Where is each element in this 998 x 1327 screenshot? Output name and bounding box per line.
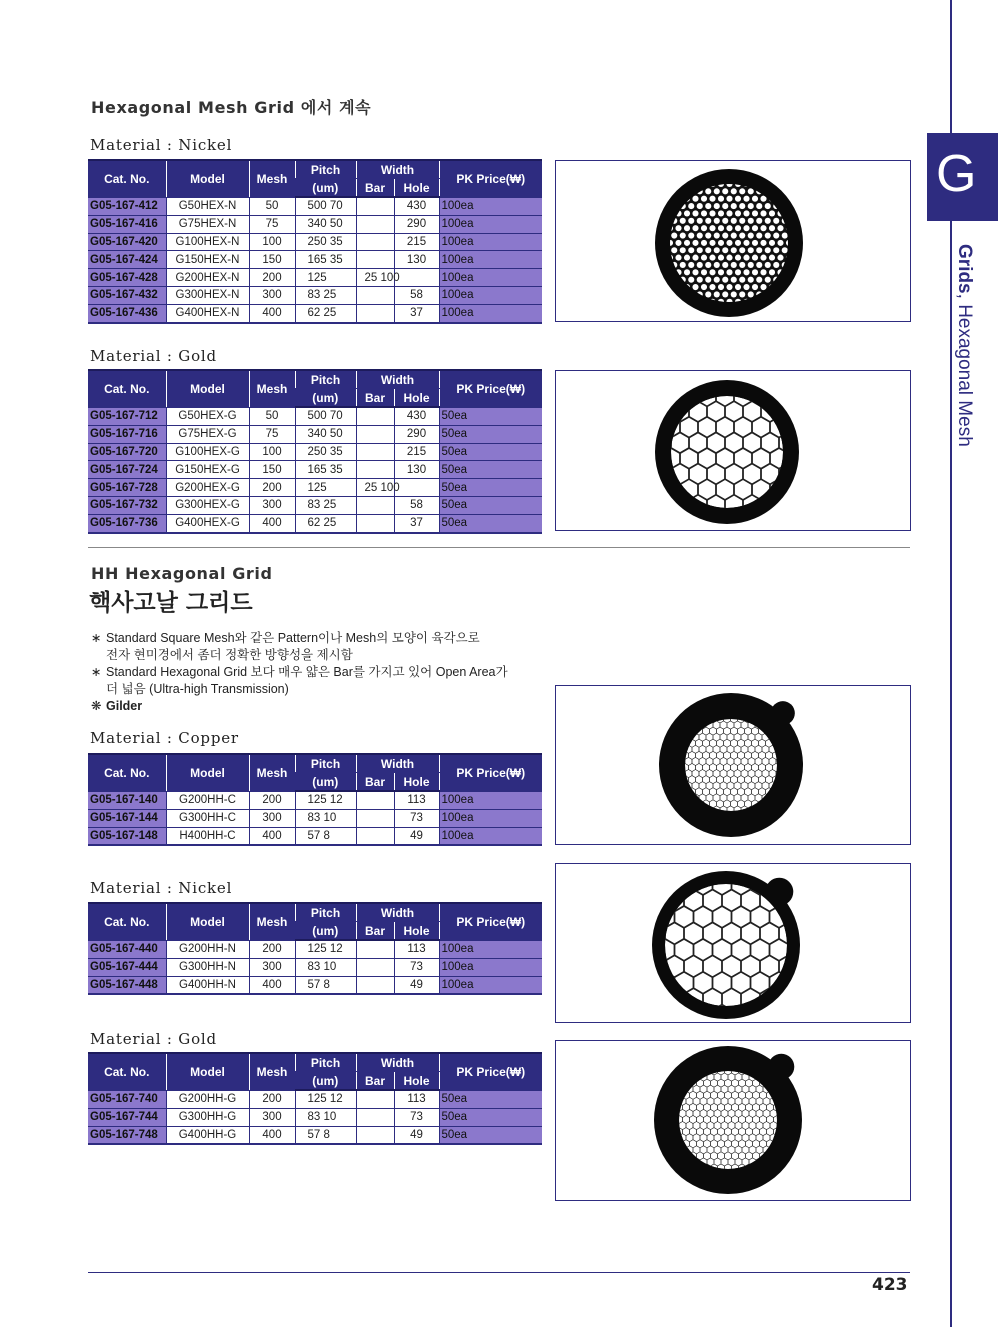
col-header-width: Width bbox=[356, 370, 439, 389]
cell-hole bbox=[394, 269, 439, 287]
cell-cat-no: G05-167-144 bbox=[88, 809, 166, 827]
cell-price: 100ea bbox=[439, 215, 542, 233]
bullet-mark: ❋ bbox=[91, 699, 102, 713]
cell-price: 50ea bbox=[439, 1090, 542, 1108]
cell-hole: 37 bbox=[394, 304, 439, 322]
table-row bbox=[88, 958, 542, 976]
material-label-nickel-2: Material : Nickel bbox=[90, 879, 233, 897]
cell-cat-no: G05-167-748 bbox=[88, 1126, 166, 1144]
cell-bar bbox=[356, 976, 394, 994]
bullet-mark: ∗ bbox=[91, 631, 102, 645]
col-header-bar: Bar bbox=[356, 179, 394, 198]
category-main: Grids bbox=[954, 244, 975, 294]
cell-mesh: 100 bbox=[249, 443, 295, 461]
page-number: 423 bbox=[872, 1275, 908, 1295]
col-header-cat-no: Cat. No. bbox=[88, 1053, 166, 1090]
cell-pitch: 165 35 bbox=[295, 461, 356, 479]
cell-model: H400HH-C bbox=[166, 827, 249, 845]
cell-mesh: 400 bbox=[249, 304, 295, 322]
cell-hole bbox=[394, 479, 439, 497]
cell-hole: 290 bbox=[394, 215, 439, 233]
table-row bbox=[88, 461, 542, 479]
cell-mesh: 200 bbox=[249, 791, 295, 809]
bullet-text: Standard Hexagonal Grid 보다 매우 얇은 Bar를 가지고 있어 Open Area가 bbox=[106, 665, 508, 679]
table-row bbox=[88, 827, 542, 845]
cell-price: 100ea bbox=[439, 976, 542, 994]
cell-price: 50ea bbox=[439, 443, 542, 461]
cell-bar: 25 100 bbox=[356, 479, 394, 497]
table-row bbox=[88, 1126, 542, 1144]
cell-bar bbox=[356, 407, 394, 425]
material-label-gold-1: Material : Gold bbox=[90, 347, 217, 365]
cell-hole: 49 bbox=[394, 976, 439, 994]
col-header-pitch-unit: (um) bbox=[295, 922, 356, 941]
cell-hole: 73 bbox=[394, 809, 439, 827]
grid-tab bbox=[765, 878, 793, 906]
section-divider bbox=[88, 547, 910, 548]
cell-bar bbox=[356, 496, 394, 514]
cell-pitch: 500 70 bbox=[295, 407, 356, 425]
cell-bar bbox=[356, 443, 394, 461]
cell-mesh: 150 bbox=[249, 251, 295, 269]
cell-hole: 37 bbox=[394, 514, 439, 532]
cell-pitch: 83 10 bbox=[295, 1108, 356, 1126]
cell-mesh: 400 bbox=[249, 976, 295, 994]
cell-bar bbox=[356, 791, 394, 809]
bullet-mark: ∗ bbox=[91, 665, 102, 679]
cell-hole: 58 bbox=[394, 286, 439, 304]
col-header-model: Model bbox=[166, 160, 249, 197]
cell-pitch: 83 25 bbox=[295, 496, 356, 514]
cell-hole: 58 bbox=[394, 496, 439, 514]
cell-model: G400HH-N bbox=[166, 976, 249, 994]
cell-pitch: 250 35 bbox=[295, 443, 356, 461]
col-header-pitch: Pitch bbox=[295, 160, 356, 179]
table-row bbox=[88, 304, 542, 322]
table-row bbox=[88, 286, 542, 304]
cell-cat-no: G05-167-148 bbox=[88, 827, 166, 845]
cell-model: G300HH-G bbox=[166, 1108, 249, 1126]
grid-image-hex-nickel bbox=[555, 160, 911, 322]
table-row bbox=[88, 940, 542, 958]
cell-bar bbox=[356, 233, 394, 251]
cell-model: G100HEX-G bbox=[166, 443, 249, 461]
hh-grid-copper bbox=[556, 686, 910, 844]
cell-pitch: 57 8 bbox=[295, 976, 356, 994]
col-header-width: Width bbox=[356, 1053, 439, 1072]
cell-cat-no: G05-167-736 bbox=[88, 514, 166, 532]
cell-price: 50ea bbox=[439, 496, 542, 514]
cell-pitch: 125 bbox=[295, 479, 356, 497]
cell-mesh: 200 bbox=[249, 1090, 295, 1108]
cell-mesh: 75 bbox=[249, 425, 295, 443]
material-label-nickel-1: Material : Nickel bbox=[90, 136, 233, 154]
cell-pitch: 500 70 bbox=[295, 197, 356, 215]
hex-grid-fine-nickel bbox=[556, 161, 910, 321]
table-row bbox=[88, 251, 542, 269]
cell-price: 50ea bbox=[439, 1108, 542, 1126]
grid-tab bbox=[771, 701, 795, 725]
cell-mesh: 75 bbox=[249, 215, 295, 233]
cell-cat-no: G05-167-716 bbox=[88, 425, 166, 443]
col-header-hole: Hole bbox=[394, 389, 439, 408]
product-table-hex-gold bbox=[88, 369, 542, 534]
cell-pitch: 57 8 bbox=[295, 1126, 356, 1144]
cell-model: G300HEX-G bbox=[166, 496, 249, 514]
cell-price: 100ea bbox=[439, 286, 542, 304]
cell-cat-no: G05-167-448 bbox=[88, 976, 166, 994]
cell-price: 100ea bbox=[439, 791, 542, 809]
cell-hole: 430 bbox=[394, 407, 439, 425]
col-header-cat-no: Cat. No. bbox=[88, 160, 166, 197]
product-table-hh-gold bbox=[88, 1052, 542, 1145]
cell-bar bbox=[356, 215, 394, 233]
cell-hole: 430 bbox=[394, 197, 439, 215]
cell-hole: 113 bbox=[394, 791, 439, 809]
cell-price: 100ea bbox=[439, 809, 542, 827]
cell-model: G100HEX-N bbox=[166, 233, 249, 251]
cell-pitch: 62 25 bbox=[295, 304, 356, 322]
table-row bbox=[88, 479, 542, 497]
col-header-bar: Bar bbox=[356, 1072, 394, 1091]
col-header-price: PK Price(₩) bbox=[439, 370, 542, 407]
cell-cat-no: G05-167-420 bbox=[88, 233, 166, 251]
col-header-cat-no: Cat. No. bbox=[88, 754, 166, 791]
table-row bbox=[88, 791, 542, 809]
cell-bar bbox=[356, 197, 394, 215]
bullet-text: 더 넓음 (Ultra-high Transmission) bbox=[106, 682, 289, 696]
cell-cat-no: G05-167-444 bbox=[88, 958, 166, 976]
cell-price: 50ea bbox=[439, 1126, 542, 1144]
col-header-bar: Bar bbox=[356, 389, 394, 408]
bullet-text: 전자 현미경에서 좀더 정확한 방향성을 제시함 bbox=[106, 648, 353, 662]
table-row bbox=[88, 407, 542, 425]
cell-hole: 49 bbox=[394, 1126, 439, 1144]
bullet-item bbox=[91, 664, 508, 681]
col-header-price: PK Price(₩) bbox=[439, 160, 542, 197]
col-header-width: Width bbox=[356, 160, 439, 179]
cell-mesh: 100 bbox=[249, 233, 295, 251]
col-header-model: Model bbox=[166, 370, 249, 407]
cell-hole: 215 bbox=[394, 443, 439, 461]
cell-mesh: 300 bbox=[249, 286, 295, 304]
cell-model: G50HEX-G bbox=[166, 407, 249, 425]
cell-cat-no: G05-167-140 bbox=[88, 791, 166, 809]
cell-bar bbox=[356, 940, 394, 958]
cell-mesh: 300 bbox=[249, 496, 295, 514]
cell-price: 100ea bbox=[439, 958, 542, 976]
cell-model: G150HEX-G bbox=[166, 461, 249, 479]
col-header-pitch-unit: (um) bbox=[295, 179, 356, 198]
cell-cat-no: G05-167-432 bbox=[88, 286, 166, 304]
cell-bar bbox=[356, 827, 394, 845]
hh-grid-gold bbox=[556, 1041, 910, 1200]
cell-mesh: 300 bbox=[249, 809, 295, 827]
cell-model: G200HH-G bbox=[166, 1090, 249, 1108]
table-row bbox=[88, 269, 542, 287]
cell-model: G75HEX-N bbox=[166, 215, 249, 233]
bullet-list bbox=[91, 630, 508, 715]
col-header-price: PK Price(₩) bbox=[439, 754, 542, 791]
col-header-pitch: Pitch bbox=[295, 370, 356, 389]
cell-price: 100ea bbox=[439, 197, 542, 215]
cell-bar bbox=[356, 958, 394, 976]
cell-price: 100ea bbox=[439, 233, 542, 251]
cell-model: G50HEX-N bbox=[166, 197, 249, 215]
cell-price: 50ea bbox=[439, 425, 542, 443]
cell-price: 50ea bbox=[439, 407, 542, 425]
cell-bar: 25 100 bbox=[356, 269, 394, 287]
grid-image-hh-copper bbox=[555, 685, 911, 845]
cell-pitch: 83 10 bbox=[295, 958, 356, 976]
category-comma: , bbox=[954, 293, 975, 299]
sidebar-category-label bbox=[953, 244, 975, 447]
col-header-bar: Bar bbox=[356, 922, 394, 941]
cell-price: 100ea bbox=[439, 940, 542, 958]
cell-cat-no: G05-167-744 bbox=[88, 1108, 166, 1126]
cell-model: G200HH-N bbox=[166, 940, 249, 958]
col-header-bar: Bar bbox=[356, 773, 394, 792]
cell-model: G200HEX-N bbox=[166, 269, 249, 287]
cell-model: G150HEX-N bbox=[166, 251, 249, 269]
grid-image-hex-gold bbox=[555, 370, 911, 531]
col-header-mesh: Mesh bbox=[249, 1053, 295, 1090]
cell-pitch: 62 25 bbox=[295, 514, 356, 532]
cell-mesh: 200 bbox=[249, 940, 295, 958]
col-header-model: Model bbox=[166, 903, 249, 940]
cell-mesh: 300 bbox=[249, 958, 295, 976]
grid-image-hh-gold bbox=[555, 1040, 911, 1201]
cell-mesh: 400 bbox=[249, 827, 295, 845]
col-header-mesh: Mesh bbox=[249, 903, 295, 940]
table-row bbox=[88, 1108, 542, 1126]
cell-bar bbox=[356, 304, 394, 322]
col-header-pitch: Pitch bbox=[295, 903, 356, 922]
cell-mesh: 400 bbox=[249, 1126, 295, 1144]
table-row bbox=[88, 443, 542, 461]
cell-hole: 130 bbox=[394, 461, 439, 479]
cell-cat-no: G05-167-424 bbox=[88, 251, 166, 269]
hh-grid-nickel bbox=[556, 864, 910, 1022]
bullet-text: Gilder bbox=[106, 699, 143, 713]
table-row bbox=[88, 215, 542, 233]
material-label-gold-2: Material : Gold bbox=[90, 1030, 217, 1048]
bullet-item bbox=[91, 698, 508, 715]
section1-title: Hexagonal Mesh Grid 에서 계속 bbox=[91, 98, 372, 117]
cell-cat-no: G05-167-740 bbox=[88, 1090, 166, 1108]
cell-mesh: 300 bbox=[249, 1108, 295, 1126]
cell-model: G400HEX-G bbox=[166, 514, 249, 532]
cell-pitch: 165 35 bbox=[295, 251, 356, 269]
cell-cat-no: G05-167-728 bbox=[88, 479, 166, 497]
cell-pitch: 125 12 bbox=[295, 791, 356, 809]
table-row bbox=[88, 496, 542, 514]
col-header-pitch: Pitch bbox=[295, 754, 356, 773]
cell-model: G400HH-G bbox=[166, 1126, 249, 1144]
cell-price: 50ea bbox=[439, 479, 542, 497]
cell-pitch: 125 bbox=[295, 269, 356, 287]
bullet-text: Standard Square Mesh와 같은 Pattern이나 Mesh의 모양이 육각으로 bbox=[106, 631, 480, 645]
col-header-pitch-unit: (um) bbox=[295, 1072, 356, 1091]
section2-title-ko: 핵사고날 그리드 bbox=[89, 590, 253, 616]
cell-bar bbox=[356, 425, 394, 443]
cell-mesh: 200 bbox=[249, 269, 295, 287]
table-row bbox=[88, 425, 542, 443]
col-header-model: Model bbox=[166, 1053, 249, 1090]
col-header-pitch: Pitch bbox=[295, 1053, 356, 1072]
cell-pitch: 125 12 bbox=[295, 1090, 356, 1108]
cell-cat-no: G05-167-436 bbox=[88, 304, 166, 322]
cell-cat-no: G05-167-416 bbox=[88, 215, 166, 233]
col-header-hole: Hole bbox=[394, 179, 439, 198]
col-header-model: Model bbox=[166, 754, 249, 791]
cell-pitch: 83 10 bbox=[295, 809, 356, 827]
hex-grid-coarse-gold bbox=[556, 371, 910, 530]
cell-model: G300HH-N bbox=[166, 958, 249, 976]
product-table-hh-copper bbox=[88, 753, 542, 846]
col-header-width: Width bbox=[356, 754, 439, 773]
table-row bbox=[88, 976, 542, 994]
cell-hole: 113 bbox=[394, 1090, 439, 1108]
cell-hole: 130 bbox=[394, 251, 439, 269]
cell-model: G75HEX-G bbox=[166, 425, 249, 443]
product-table-hex-nickel bbox=[88, 159, 542, 324]
cell-pitch: 125 12 bbox=[295, 940, 356, 958]
col-header-hole: Hole bbox=[394, 773, 439, 792]
table-row bbox=[88, 1090, 542, 1108]
cell-cat-no: G05-167-712 bbox=[88, 407, 166, 425]
table-row bbox=[88, 514, 542, 532]
category-sub: Hexagonal Mesh bbox=[954, 304, 975, 447]
cell-price: 50ea bbox=[439, 514, 542, 532]
col-header-mesh: Mesh bbox=[249, 160, 295, 197]
col-header-mesh: Mesh bbox=[249, 370, 295, 407]
sidebar-letter: G bbox=[936, 145, 977, 203]
cell-price: 100ea bbox=[439, 269, 542, 287]
col-header-cat-no: Cat. No. bbox=[88, 903, 166, 940]
cell-mesh: 50 bbox=[249, 407, 295, 425]
col-header-mesh: Mesh bbox=[249, 754, 295, 791]
section2-title-en: HH Hexagonal Grid bbox=[91, 564, 273, 583]
cell-mesh: 50 bbox=[249, 197, 295, 215]
cell-hole: 113 bbox=[394, 940, 439, 958]
cell-cat-no: G05-167-428 bbox=[88, 269, 166, 287]
cell-pitch: 340 50 bbox=[295, 425, 356, 443]
cell-pitch: 250 35 bbox=[295, 233, 356, 251]
cell-model: G200HEX-G bbox=[166, 479, 249, 497]
grid-image-hh-nickel bbox=[555, 863, 911, 1023]
cell-bar bbox=[356, 809, 394, 827]
footer-rule bbox=[88, 1272, 910, 1273]
col-header-hole: Hole bbox=[394, 1072, 439, 1091]
col-header-width: Width bbox=[356, 903, 439, 922]
cell-bar bbox=[356, 1126, 394, 1144]
grid-tab bbox=[768, 1054, 794, 1080]
cell-pitch: 340 50 bbox=[295, 215, 356, 233]
col-header-pitch-unit: (um) bbox=[295, 389, 356, 408]
material-label-copper: Material : Copper bbox=[90, 729, 239, 747]
cell-model: G200HH-C bbox=[166, 791, 249, 809]
cell-cat-no: G05-167-732 bbox=[88, 496, 166, 514]
cell-price: 100ea bbox=[439, 304, 542, 322]
table-row bbox=[88, 233, 542, 251]
cell-bar bbox=[356, 514, 394, 532]
cell-mesh: 400 bbox=[249, 514, 295, 532]
cell-bar bbox=[356, 251, 394, 269]
cell-pitch: 83 25 bbox=[295, 286, 356, 304]
cell-hole: 73 bbox=[394, 1108, 439, 1126]
cell-cat-no: G05-167-440 bbox=[88, 940, 166, 958]
bullet-item bbox=[91, 630, 508, 647]
col-header-price: PK Price(₩) bbox=[439, 903, 542, 940]
cell-bar bbox=[356, 1090, 394, 1108]
cell-model: G300HEX-N bbox=[166, 286, 249, 304]
cell-price: 100ea bbox=[439, 251, 542, 269]
bullet-item bbox=[91, 681, 508, 698]
col-header-pitch-unit: (um) bbox=[295, 773, 356, 792]
bullet-item bbox=[91, 647, 508, 664]
cell-cat-no: G05-167-724 bbox=[88, 461, 166, 479]
cell-bar bbox=[356, 461, 394, 479]
col-header-price: PK Price(₩) bbox=[439, 1053, 542, 1090]
cell-mesh: 200 bbox=[249, 479, 295, 497]
cell-price: 100ea bbox=[439, 827, 542, 845]
cell-pitch: 57 8 bbox=[295, 827, 356, 845]
cell-bar bbox=[356, 286, 394, 304]
cell-hole: 215 bbox=[394, 233, 439, 251]
cell-cat-no: G05-167-412 bbox=[88, 197, 166, 215]
cell-hole: 290 bbox=[394, 425, 439, 443]
cell-hole: 49 bbox=[394, 827, 439, 845]
col-header-hole: Hole bbox=[394, 922, 439, 941]
cell-price: 50ea bbox=[439, 461, 542, 479]
table-row bbox=[88, 197, 542, 215]
cell-model: G300HH-C bbox=[166, 809, 249, 827]
table-row bbox=[88, 809, 542, 827]
col-header-cat-no: Cat. No. bbox=[88, 370, 166, 407]
product-table-hh-nickel bbox=[88, 902, 542, 995]
cell-mesh: 150 bbox=[249, 461, 295, 479]
cell-cat-no: G05-167-720 bbox=[88, 443, 166, 461]
cell-bar bbox=[356, 1108, 394, 1126]
cell-model: G400HEX-N bbox=[166, 304, 249, 322]
cell-hole: 73 bbox=[394, 958, 439, 976]
